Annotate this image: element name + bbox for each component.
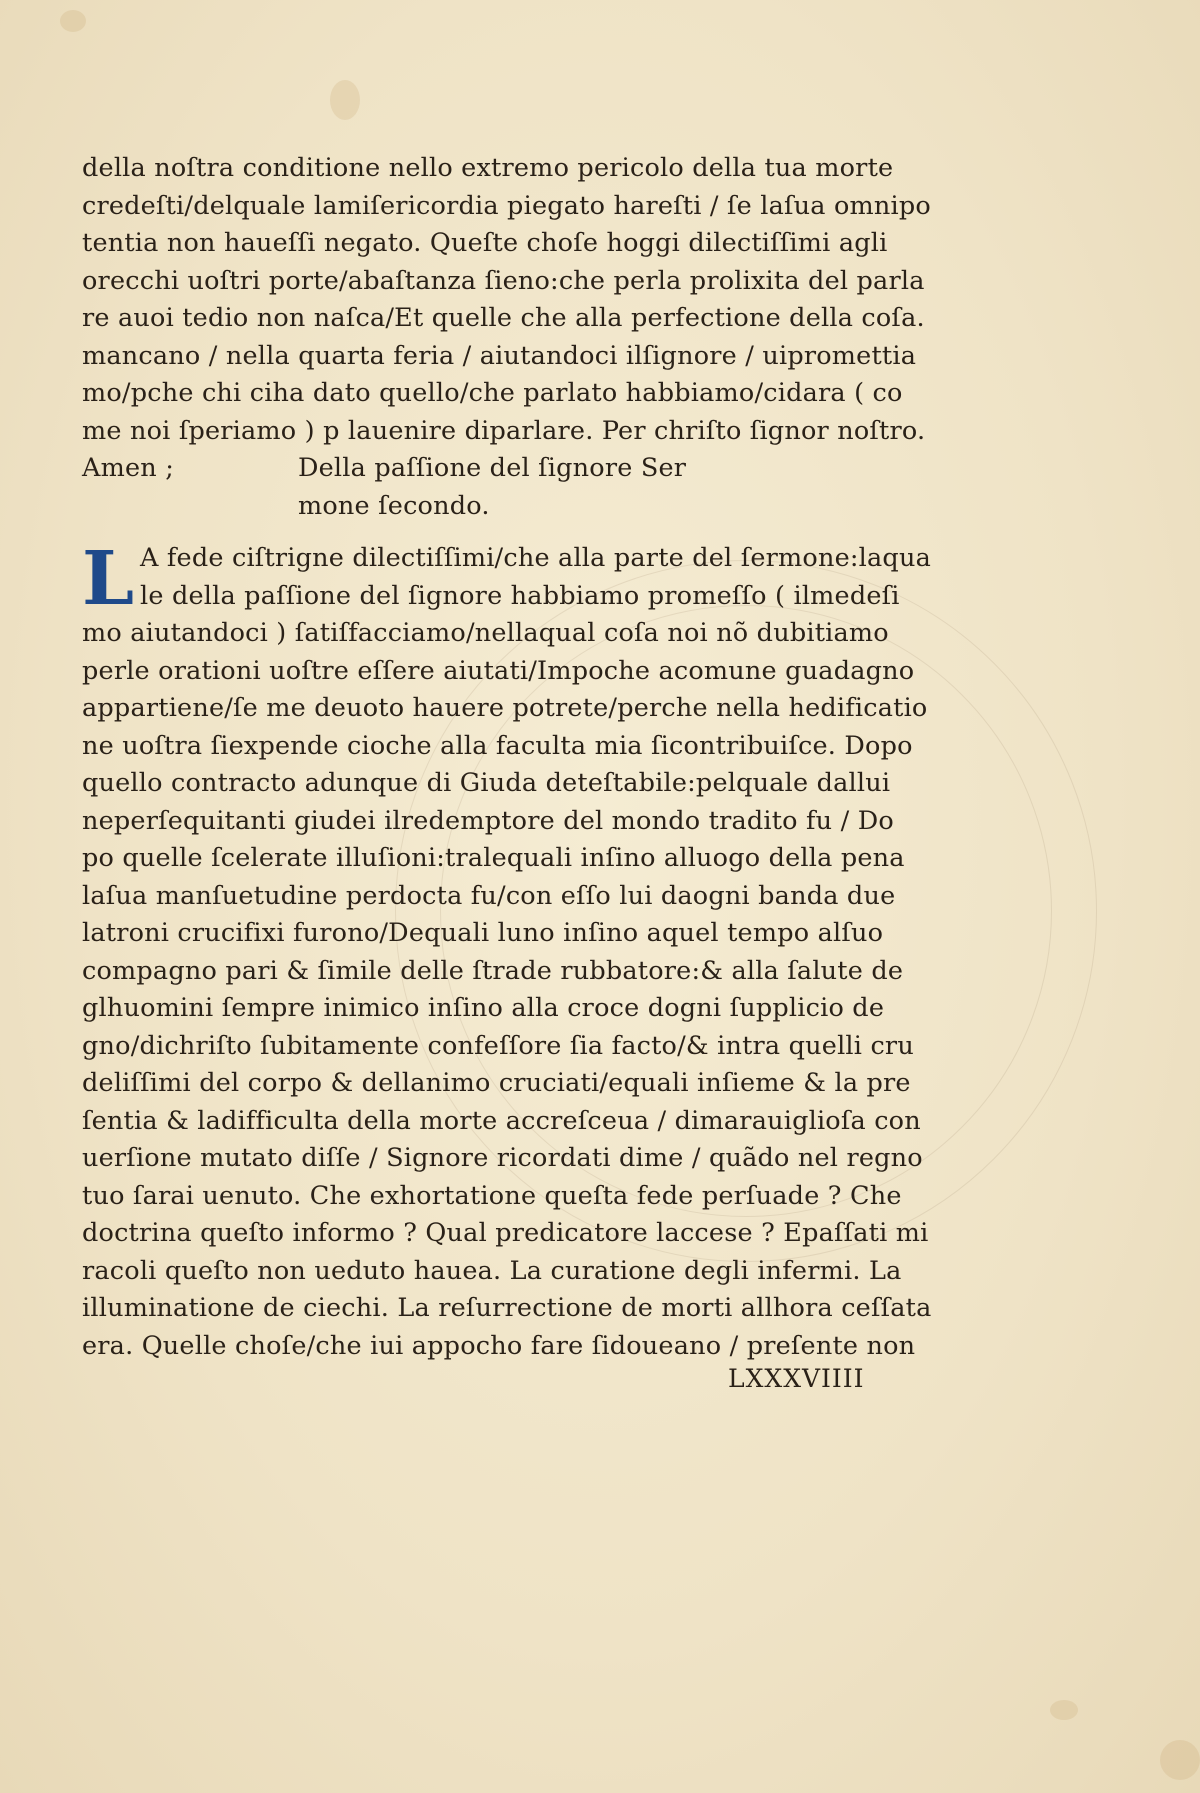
paper-stain — [1160, 1740, 1200, 1780]
folio-number: LXXXVIIII — [728, 1364, 865, 1393]
text-line: orecchi uoſtri porte/abaſtanza ſieno:che perla prolixita del parla — [82, 265, 925, 296]
text-line: po quelle ſcelerate illuſioni:tralequali inſino alluogo della pena — [82, 843, 905, 873]
text-line: quello contracto adunque di Giuda deteſtabile:pelquale dallui — [82, 768, 891, 798]
text-line: compagno pari & ſimile delle ſtrade rubbatore:& alla ſalute de — [82, 955, 904, 986]
text-line: tuo ſarai uenuto. Che exhortatione queſta fede perſuade ? Che — [82, 1180, 902, 1211]
text-line: appartiene/ſe me deuoto hauere potrete/perche nella hedificatio — [82, 693, 928, 723]
text-line: ne uoſtra ſiexpende cioche alla faculta mia ſicontribuiſce. Dopo — [82, 730, 913, 761]
text-line: uerſione mutato diſſe / Signore ricordati dime / quãdo nel regno — [82, 1143, 923, 1173]
text-line: A fede ciſtrigne dilectiſſimi/che alla parte del ſermone:laqua — [140, 543, 931, 573]
text-line: gno/dichriſto ſubitamente confeſſore ſia facto/& intra quelli cru — [82, 1030, 914, 1061]
text-line: ſentia & ladifficulta della morte accreſceua / dimarauiglioſa con — [82, 1105, 921, 1136]
amen-line — [82, 450, 912, 488]
text-line: credeſti/delquale lamiſericordia piegato hareſti / ſe laſua omnipo — [82, 190, 931, 221]
paper-stain — [60, 10, 86, 32]
amen-heading-block — [82, 450, 912, 525]
text-line: della noſtra conditione nello extremo pericolo della tua morte — [82, 153, 894, 183]
decorated-initial: L — [82, 536, 135, 622]
text-line: era. Quelle choſe/che iui appocho fare ſidoueano / preſente non — [82, 1330, 916, 1361]
sermon-heading-line-2: mone ſecondo. — [298, 490, 490, 521]
text-line: tentia non haueſſi negato. Queſte choſe hoggi dilectiſſimi agli — [82, 228, 888, 258]
text-line: latroni crucifixi furono/Dequali luno inſino aquel tempo alſuo — [82, 918, 884, 948]
text-line: laſua manſuetudine perdocta fu/con eſſo lui daogni banda due — [82, 880, 896, 911]
text-line: me noi ſperiamo ) p lauenire diparlare. Per chriſto ſignor noſtro. — [82, 415, 926, 446]
text-line: neperſequitanti giudei ilredemptore del mondo tradito fu / Do — [82, 805, 894, 836]
text-line: re auoi tedio non naſca/Et quelle che alla perfectione della coſa. — [82, 303, 925, 333]
text-line: racoli queſto non ueduto hauea. La curatione degli infermi. La — [82, 1255, 902, 1286]
amen-word: Amen ; — [82, 453, 175, 483]
text-line: mo/pche chi ciha dato quello/che parlato habbiamo/cidara ( co — [82, 378, 903, 408]
text-line: illuminatione de ciechi. La reſurrectione de morti allhora ceſſata — [82, 1293, 932, 1323]
text-line: le della paſſione del ſignore habbiamo promeſſo ( ilmedeſi — [140, 580, 900, 611]
sermon-heading-line-1: Della paſſione del ſignore Ser — [298, 453, 687, 483]
paper-stain — [330, 80, 360, 120]
section-one-text — [82, 150, 931, 450]
text-line: deliſſimi del corpo & dellanimo cruciati/equali inſieme & la pre — [82, 1068, 911, 1098]
text-line: mancano / nella quarta feria / aiutandoci ilſignore / uipromettia — [82, 340, 917, 371]
section-two-text — [82, 536, 932, 1365]
text-line: doctrina queſto informo ? Qual predicatore laccese ? Epaſſati mi — [82, 1218, 929, 1248]
paper-stain — [1050, 1700, 1078, 1720]
text-line: perle orationi uoſtre eſſere aiutati/Impoche acomune guadagno — [82, 655, 915, 686]
text-line: glhuomini ſempre inimico inſino alla croce dogni ſupplicio de — [82, 993, 885, 1023]
text-line: mo aiutandoci ) ſatiſfacciamo/nellaqual coſa noi nõ dubitiamo — [82, 618, 889, 648]
